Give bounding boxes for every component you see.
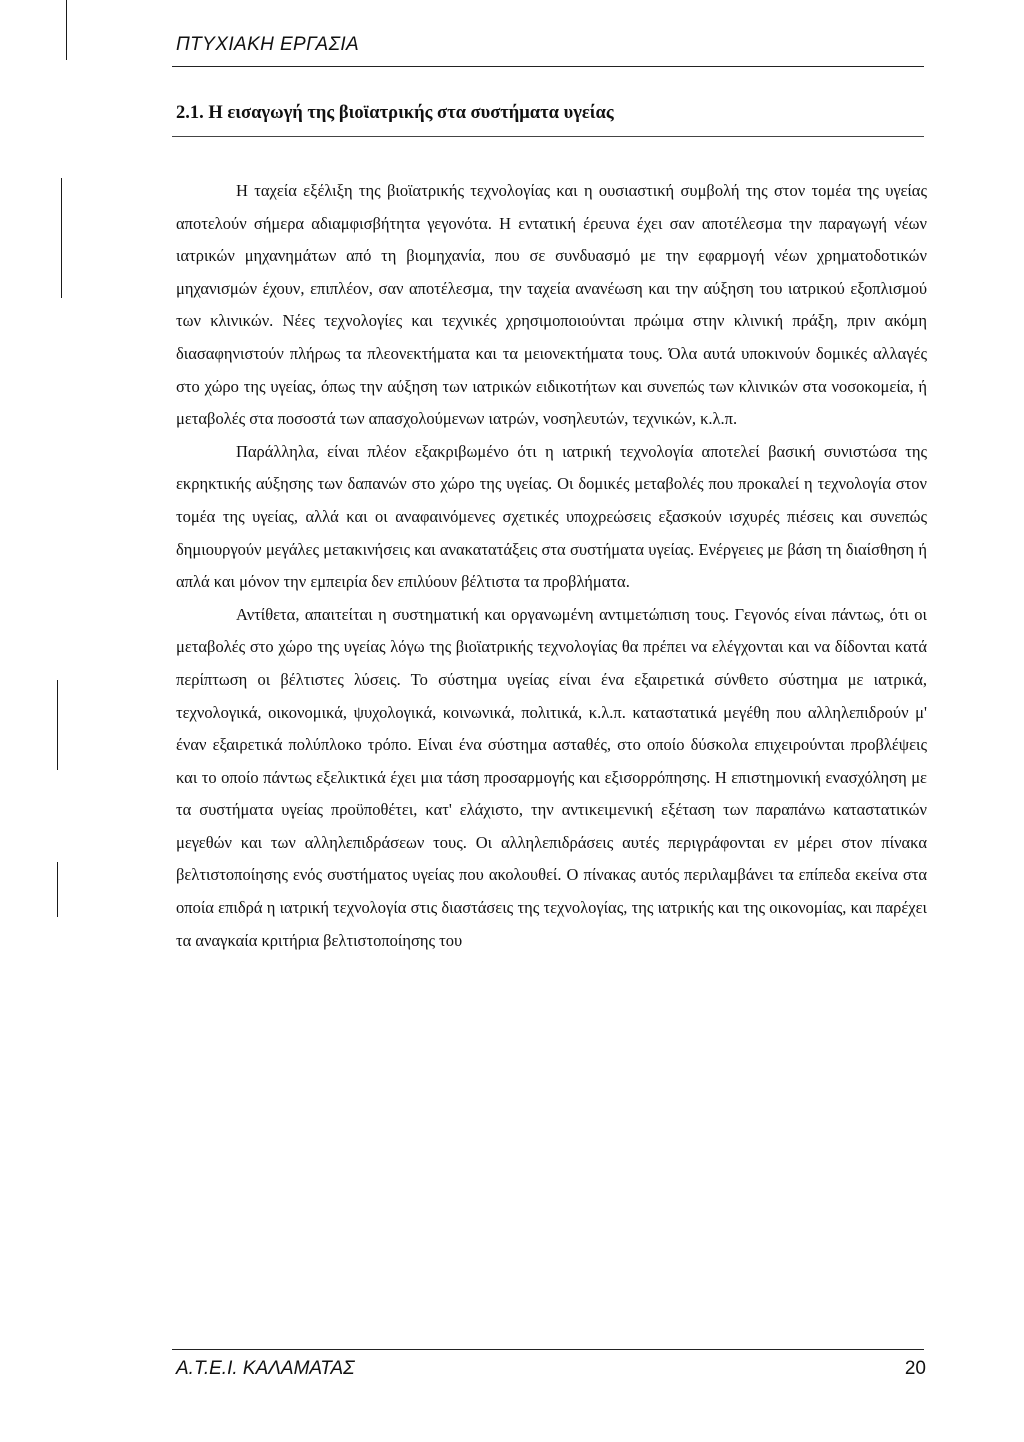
running-header-title: ΠΤΥΧΙΑΚΗ ΕΡΓΑΣΙΑ xyxy=(176,34,360,55)
section-heading-divider xyxy=(172,136,924,137)
paragraph: Η ταχεία εξέλιξη της βιοϊατρικής τεχνολογίας και η ουσιαστική συμβολή της στον τομέα της υγείας αποτελούν σήμερα αδιαμφισβήτητα γεγονότα. Η εντατική έρευνα έχει σαν αποτέλεσμα την παραγωγή νέων ιατρικών μηχανημάτων από τη βιομηχανία, που σε συνδυασμό με την εφαρμογή νέων χρηματοδοτικών μηχανισμών έχουν, επιπλέον, σαν αποτέλεσμα, την ταχεία ανανέωση και την αύξηση του ιατρικού εξοπλισμού των κλινικών. Νέες τεχνολογίες και τεχνικές χρησιμοποιούνται πρώιμα στην κλινική πράξη, πριν ακόμη διασαφηνιστούν πλήρως τα πλεονεκτήματα και τα μειονεκτήματα τους. Όλα αυτά υποκινούν δομικές αλλαγές στο χώρο της υγείας, όπως την αύξηση των ιατρικών ειδικοτήτων και συνεπώς των κλινικών στα νοσοκομεία, ή μεταβολές στα ποσοστά των απασχολούμενων ιατρών, νοσηλευτών, τεχνικών, κ.λ.π. xyxy=(176,181,927,429)
section-heading: 2.1. Η εισαγωγή της βιοϊατρικής στα συστήματα υγείας xyxy=(176,103,614,123)
scan-edge-mark xyxy=(57,680,58,770)
header-divider xyxy=(172,66,924,67)
scan-edge-mark xyxy=(66,0,67,60)
body-text xyxy=(176,175,927,957)
scan-edge-mark xyxy=(57,862,58,917)
footer-institution: Α.Τ.Ε.Ι. ΚΑΛΑΜΑΤΑΣ xyxy=(176,1358,355,1379)
page-number: 20 xyxy=(904,1358,926,1379)
paragraph: Αντίθετα, απαιτείται η συστηματική και οργανωμένη αντιμετώπιση τους. Γεγονός είναι πάντως, ότι οι μεταβολές στο χώρο της υγείας λόγω της βιοϊατρικής τεχνολογίας θα πρέπει να ελέγχονται και να δίδονται κατά περίπτωση οι βέλτιστες λύσεις. Το σύστημα υγείας είναι ένα εξαιρετικά σύνθετο σύστημα με ιατρικά, τεχνολογικά, οικονομικά, ψυχολογικά, κοινωνικά, πολιτικά, κ.λ.π. καταστατικά μεγέθη που αλληλεπιδρούν μ' έναν εξαιρετικά πολύπλοκο τρόπο. Είναι ένα σύστημα ασταθές, στο οποίο δύσκολα επιχειρούνται προβλέψεις και το οποίο πάντως εξελικτικά έχει μια τάση προσαρμογής και εξισορρόπησης. Η επιστημονική ενασχόληση με τα συστήματα υγείας προϋποθέτει, κατ' ελάχιστο, την αντικειμενική εξέταση των παραπάνω καταστατικών μεγεθών και των αλληλεπιδράσεων τους. Οι αλληλεπιδράσεις αυτές περιγράφονται εν μέρει στον πίνακα βελτιστοποίησης ενός συστήματος υγείας που ακολουθεί. Ο πίνακας αυτός περιλαμβάνει τα επίπεδα εκείνα στα οποία επιδρά η ιατρική τεχνολογία στις διαστάσεις της τεχνολογίας, της ιατρικής και της οικονομίας, και παρέχει τα αναγκαία κριτήρια βελτιστοποίησης του xyxy=(176,604,927,950)
footer-divider xyxy=(172,1349,924,1350)
paragraph: Παράλληλα, είναι πλέον εξακριβωμένο ότι η ιατρική τεχνολογία αποτελεί βασική συνιστώσα της εκρηκτικής αύξησης των δαπανών στο χώρο της υγείας. Οι δομικές μεταβολές που προκαλεί η τεχνολογία στον τομέα της υγείας, αλλά και οι αναφαινόμενες σχετικές υποχρεώσεις εξασκούν ισχυρές πιέσεις και συνεπώς δημιουργούν μεγάλες μετακινήσεις και ανακατατάξεις στα συστήματα υγείας. Ενέργειες με βάση τη διαίσθηση ή απλά και μόνον την εμπειρία δεν επιλύουν βέλτιστα τα προβλήματα. xyxy=(176,441,927,592)
scan-edge-mark xyxy=(61,178,62,298)
